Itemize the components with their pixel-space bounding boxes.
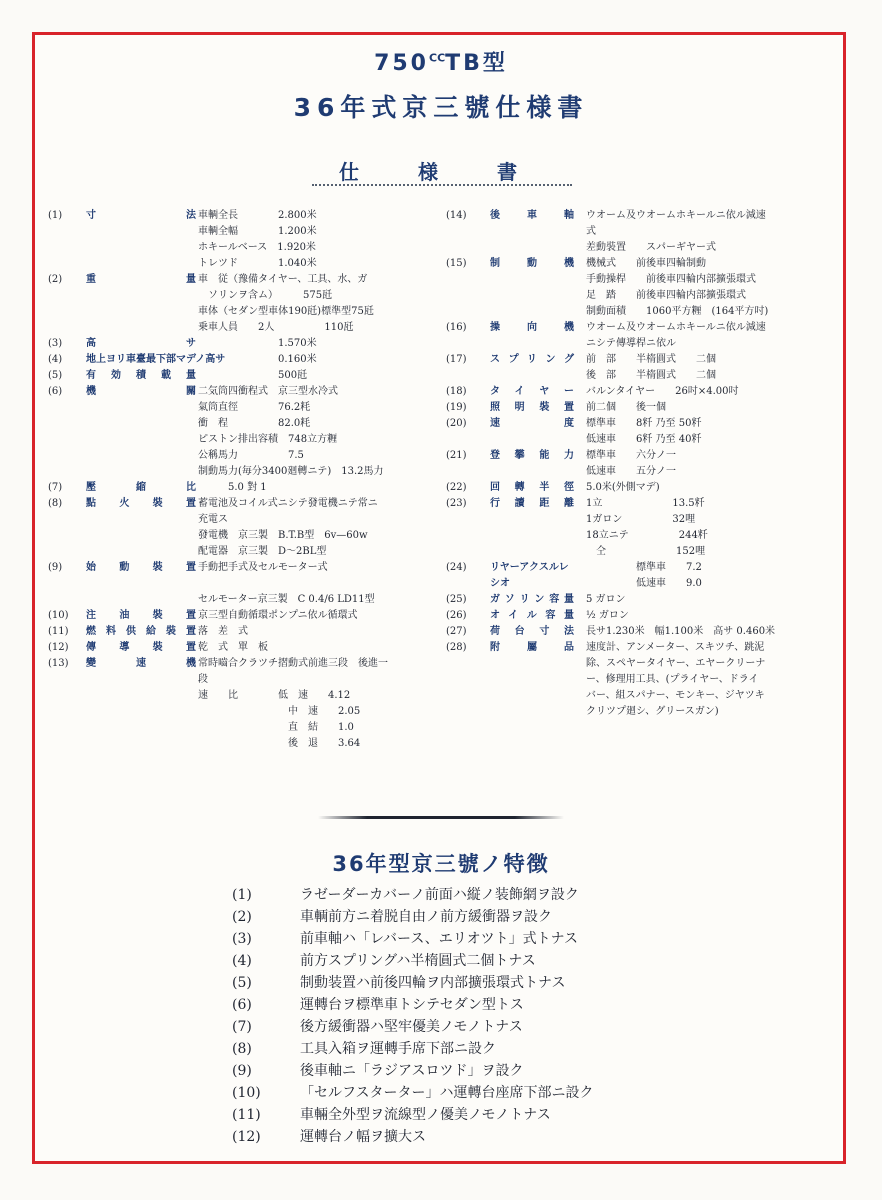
spec-number: (5) — [48, 370, 63, 381]
spec-value: 低速車 五分ノ一 — [586, 466, 676, 477]
spec-value — [198, 576, 444, 592]
spec-row — [48, 560, 444, 608]
feature-item — [232, 1060, 792, 1082]
spec-row — [48, 208, 444, 272]
spec-number: (9) — [48, 562, 63, 573]
spec-number: (21) — [446, 450, 467, 461]
spec-label: 壓縮比 — [86, 482, 196, 493]
feature-item — [232, 1038, 792, 1060]
spec-value: 車輌全幅 1.200米 — [198, 226, 317, 237]
spec-row — [48, 496, 444, 560]
spec-value: ー、修理用工具、(プライヤー、ドライ — [586, 674, 759, 685]
spec-row — [446, 320, 842, 352]
spec-label: 登攀能力 — [490, 450, 574, 461]
spec-value: 車体（セダン型車体190瓩)標準型75瓩 — [198, 306, 374, 317]
spec-value: クリツプ廻シ、グリースガン) — [586, 706, 719, 717]
spec-number: (26) — [446, 610, 467, 621]
spec-label: タイヤー — [490, 386, 574, 397]
spec-value: 車 従（豫備タイヤー、工具、水、ガ — [198, 274, 368, 285]
spec-label: ガソリン容量 — [490, 594, 574, 605]
spec-row — [48, 352, 444, 368]
spec-value: 蓄電池及コイル式ニシテ發電機ニテ常ニ — [198, 498, 378, 509]
spec-value: 前 部 半楕圓式 二個 — [586, 354, 716, 365]
spec-label: 寸 法 — [86, 210, 196, 221]
spec-row — [48, 336, 444, 352]
spec-row — [446, 608, 842, 624]
spec-value: 落 差 式 — [198, 626, 248, 637]
feature-item — [232, 994, 792, 1016]
model-title: $750^{CC}TB$型 — [374, 51, 508, 76]
spec-number: (7) — [48, 482, 63, 493]
spec-row — [48, 272, 444, 336]
spec-value: 0.160米 — [198, 354, 317, 365]
spec-number: (19) — [446, 402, 467, 413]
spec-value: 手動操桿 前後車四輪内部擴張環式 — [586, 274, 756, 285]
feature-number: (4) — [232, 953, 252, 969]
spec-number: (14) — [446, 210, 467, 221]
spec-value: 車輌全長 2.800米 — [198, 210, 317, 221]
feature-text: 前車軸ハ「レバース、エリオツト」式トナス — [300, 931, 579, 947]
spec-value: 發電機 京三製 B.T.B型 6v—60w — [198, 530, 368, 541]
spec-value: セルモーター京三製 C 0.4/6 LD11型 — [198, 594, 375, 605]
spec-value: バルンタイヤー 26吋×4.00吋 — [586, 386, 739, 397]
spec-value: 衝 程 82.0粍 — [198, 418, 311, 429]
spec-number: (20) — [446, 418, 467, 429]
feature-text: 工具入箱ヲ運轉手席下部ニ設ク — [300, 1041, 496, 1057]
spec-value: ニシテ傳導桿ニ依ル — [586, 338, 676, 349]
feature-text: 運轉台ノ幅ヲ擴大ス — [300, 1129, 426, 1145]
spec-value: 足 踏 前後車四輪内部擴張環式 — [586, 290, 746, 301]
spec-section-title: 仕 様 書 — [339, 160, 543, 184]
feature-number: (8) — [232, 1041, 252, 1057]
spec-value: 低速車 6粁 乃至 40粁 — [586, 434, 702, 445]
feature-number: (9) — [232, 1063, 252, 1079]
spec-row — [48, 368, 444, 384]
spec-value: 制動面積 1060平方糎 (164平方吋) — [586, 306, 769, 317]
spec-number: (11) — [48, 626, 69, 637]
spec-label: 燃料供給裝置 — [86, 626, 196, 637]
feature-number: (6) — [232, 997, 252, 1013]
feature-text: 前方スプリングハ半楕圓式二個トナス — [300, 953, 536, 969]
spec-value: 500瓩 — [198, 370, 308, 381]
feature-number: (3) — [232, 931, 252, 947]
spec-row — [446, 640, 842, 720]
spec-label: 始動裝置 — [86, 562, 196, 573]
spec-value: 二気筒四衝程式 京三型水冷式 — [198, 386, 338, 397]
spec-label: 傳導裝置 — [86, 642, 196, 653]
feature-item — [232, 1016, 792, 1038]
spec-row — [446, 448, 842, 480]
spec-label: 制動機 — [490, 258, 574, 269]
spec-value: 長サ1.230米 幅1.100米 高サ 0.460米 — [586, 626, 776, 637]
spec-number: (2) — [48, 274, 63, 285]
document-title: 36年式京三號仕様書 — [293, 93, 589, 122]
spec-number: (25) — [446, 594, 467, 605]
features-list — [232, 884, 792, 1148]
spec-value: 仝 152哩 — [586, 546, 706, 557]
spec-value: バー、組スパナー、モンキー、ジヤツキ — [586, 690, 765, 701]
spec-number: (6) — [48, 386, 63, 397]
spec-number: (1) — [48, 210, 63, 221]
spec-value: 1.570米 — [198, 338, 317, 349]
spec-number: (24) — [446, 562, 467, 573]
spec-value: ソリンヲ含ム） 575瓩 — [198, 290, 333, 301]
spec-number: (10) — [48, 610, 69, 621]
spec-value: 後 退 3.64 — [198, 738, 361, 749]
feature-item — [232, 1082, 792, 1104]
spec-column-right — [446, 208, 842, 720]
spec-value: 差動裝置 スパーギヤー式 — [586, 242, 716, 253]
spec-value: 後 部 半楕圓式 二個 — [586, 370, 716, 381]
spec-value: 配電器 京三製 D〜2BL型 — [198, 546, 327, 557]
spec-value: 京三型自動循環ポンプニ依ル循環式 — [198, 610, 358, 621]
spec-row — [48, 640, 444, 656]
feature-number: (11) — [232, 1107, 261, 1123]
spec-number: (16) — [446, 322, 467, 333]
spec-label: 機 關 — [86, 386, 196, 397]
spec-row — [48, 624, 444, 640]
spec-row — [446, 624, 842, 640]
spec-label: リヤーアクスルレシオ — [490, 562, 569, 589]
feature-number: (2) — [232, 909, 252, 925]
feature-text: 後方緩衝器ハ堅牢優美ノモノトナス — [300, 1019, 523, 1035]
spec-row — [446, 400, 842, 416]
spec-label: 點火裝置 — [86, 498, 196, 509]
spec-value: 5.0 對 1 — [198, 482, 267, 493]
spec-label: オイル容量 — [490, 610, 574, 621]
spec-value: 公稱馬力 7.5 — [198, 450, 304, 461]
spec-label: 注油裝置 — [86, 610, 196, 621]
spec-row — [48, 384, 444, 480]
spec-row — [446, 208, 842, 256]
spec-label: 速 度 — [490, 418, 574, 429]
spec-label: 地上ヨリ車臺最下部マデノ高サ — [86, 354, 226, 365]
spec-row — [446, 592, 842, 608]
spec-label: 操向機 — [490, 322, 574, 333]
spec-value: 低速車 9.0 — [586, 578, 702, 589]
feature-text: 「セルフスターター」ハ運轉台座席下部ニ設ク — [300, 1085, 594, 1101]
spec-row — [446, 480, 842, 496]
spec-label: 照明裝置 — [490, 402, 574, 413]
spec-value: 手動把手式及セルモーター式 — [198, 562, 328, 573]
spec-label: 高 サ — [86, 338, 196, 349]
spec-value: 段 — [198, 674, 208, 685]
spec-value: 中 速 2.05 — [198, 706, 361, 717]
spec-row — [48, 608, 444, 624]
feature-text: 車輌前方ニ着脱自由ノ前方緩衝器ヲ設ク — [300, 909, 552, 925]
spec-value: 前二個 後一個 — [586, 402, 666, 413]
spec-value: 氣筒直徑 76.2粍 — [198, 402, 311, 413]
feature-text: ラゼーダーカバーノ前面ハ縦ノ装飾網ヲ設ク — [300, 887, 579, 903]
spec-label: 附屬品 — [490, 642, 574, 653]
spec-number: (28) — [446, 642, 467, 653]
spec-number: (27) — [446, 626, 467, 637]
feature-number: (12) — [232, 1129, 261, 1145]
spec-number: (12) — [48, 642, 69, 653]
spec-column-left — [48, 208, 444, 752]
spec-row — [446, 496, 842, 560]
spec-value: 速度計、アンメーター、スキツチ、跳泥 — [586, 642, 765, 653]
spec-value: 5.0米(外側マデ) — [586, 482, 660, 493]
spec-row — [446, 384, 842, 400]
spec-value: 充電ス — [198, 514, 228, 525]
spec-value: 除、スペヤータイヤー、エヤークリーナ — [586, 658, 766, 669]
spec-row — [446, 416, 842, 448]
spec-value: ウオーム及ウオームホキールニ依ル減速 — [586, 210, 766, 221]
feature-item — [232, 928, 792, 950]
feature-item — [232, 950, 792, 972]
spec-value: 乗車人員 2人 110瓩 — [198, 322, 354, 333]
spec-value: ホキールベース 1.920米 — [198, 242, 316, 253]
spec-value: 常時嚙合クラツチ摺動式前進三段 後進一 — [198, 658, 388, 669]
spec-label: 變速機 — [86, 658, 196, 669]
feature-item — [232, 906, 792, 928]
spec-value: トレツド 1.040米 — [198, 258, 317, 269]
spec-label: 有効積載量 — [86, 370, 196, 381]
feature-text: 車輛全外型ヲ流線型ノ優美ノモノトナス — [300, 1107, 551, 1123]
spec-value: 機械式 前後車四輪制動 — [586, 258, 706, 269]
spec-value: 乾 式 單 板 — [198, 642, 268, 653]
spec-label: 回轉半徑 — [490, 482, 574, 493]
spec-value: 5 ガロン — [586, 594, 626, 605]
spec-number: (4) — [48, 354, 63, 365]
spec-number: (18) — [446, 386, 467, 397]
spec-value: 1ガロン 32哩 — [586, 514, 696, 525]
feature-text: 制動装置ハ前後四輪ヲ内部擴張環式トナス — [300, 975, 566, 991]
spec-row — [48, 656, 444, 752]
features-section-title: 36年型京三號ノ特徴 — [332, 852, 550, 876]
spec-value: 標準車 六分ノ一 — [586, 450, 676, 461]
spec-number: (13) — [48, 658, 69, 669]
spec-value: 制動馬力(毎分3400廻轉ニテ) 13.2馬力 — [198, 466, 384, 477]
feature-item — [232, 972, 792, 994]
spec-value: ½ ガロン — [586, 610, 629, 621]
spec-label: 重 量 — [86, 274, 196, 285]
spec-label: 行讀距離 — [490, 498, 574, 509]
feature-item — [232, 1126, 792, 1148]
spec-row — [48, 480, 444, 496]
spec-value: 標準車 8粁 乃至 50粁 — [586, 418, 702, 429]
feature-number: (5) — [232, 975, 252, 991]
feature-item — [232, 1104, 792, 1126]
spec-value: 18立ニテ 244粁 — [586, 530, 708, 541]
section-divider — [318, 816, 564, 819]
spec-number: (23) — [446, 498, 467, 509]
spec-number: (8) — [48, 498, 63, 509]
feature-item — [232, 884, 792, 906]
feature-number: (1) — [232, 887, 252, 903]
spec-value: 式 — [586, 226, 596, 237]
spec-number: (15) — [446, 258, 467, 269]
spec-number: (17) — [446, 354, 467, 365]
feature-text: 後車軸ニ「ラジアスロツド」ヲ設ク — [300, 1063, 524, 1079]
spec-label: スプリング — [490, 354, 574, 365]
spec-label: 後車軸 — [490, 210, 574, 221]
feature-number: (7) — [232, 1019, 252, 1035]
spec-row — [446, 256, 842, 320]
spec-row — [446, 352, 842, 384]
spec-value: 速 比 低 速 4.12 — [198, 690, 351, 701]
spec-label: 荷台寸法 — [490, 626, 574, 637]
spec-value: ピストン排出容積 748立方糎 — [198, 434, 338, 445]
spec-value: 標準車 7.2 — [586, 562, 702, 573]
spec-value: 1立 13.5粁 — [586, 498, 705, 509]
spec-title-underline — [312, 184, 572, 186]
spec-number: (3) — [48, 338, 63, 349]
feature-text: 運轉台ヲ標準車トシテセダン型トス — [300, 997, 524, 1013]
spec-row — [446, 560, 842, 592]
spec-number: (22) — [446, 482, 467, 493]
feature-number: (10) — [232, 1085, 261, 1101]
spec-value: 直 結 1.0 — [198, 722, 354, 733]
spec-value: ウオーム及ウオームホキールニ依ル減速 — [586, 322, 766, 333]
